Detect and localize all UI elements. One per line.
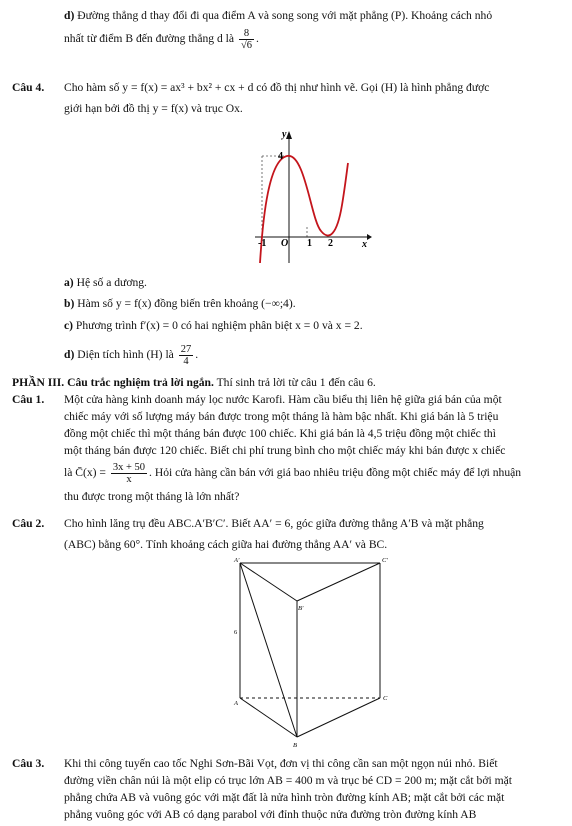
item-text: Đường thẳng d thay đổi đi qua điểm A và song song với mặt phẳng (P). Khoảng cách nhỏ <box>77 9 493 22</box>
part-title: PHẦN III. Câu trắc nghiệm trả lời ngắn. <box>12 376 214 389</box>
question-4-label: Câu 4. <box>12 81 45 94</box>
frac-den: x <box>126 474 132 485</box>
label-a: A <box>234 700 238 707</box>
question-4-stem <box>64 79 564 117</box>
y-label: y <box>282 129 287 140</box>
item-label: d) <box>64 348 75 362</box>
question-1-stem <box>64 391 564 505</box>
dot: . <box>255 32 259 46</box>
prev-item-d <box>64 7 564 51</box>
stem-line: đường viền chân núi là một elip có trục lớn AB = 400 m và trục bé CD = 200 m; mặt cắt bởi mặt <box>64 774 512 787</box>
segment-a1b <box>240 563 297 737</box>
y-axis-arrow <box>286 131 292 139</box>
x-axis-arrow <box>367 234 372 240</box>
item-text: Phương trình f′(x) = 0 có hai nghiệm phân biệt x = 0 và x = 2. <box>75 319 363 332</box>
stem-line: Một cửa hàng kinh doanh máy lọc nước Karofi. Hàm cầu biểu thị liên hệ giữa giá bán của một <box>64 393 502 406</box>
part-3-heading <box>12 374 564 391</box>
question-2-label: Câu 2. <box>12 517 45 530</box>
x-label: x <box>362 239 367 250</box>
question-2-stem <box>64 515 564 553</box>
stem-line: đồng một chiếc thì một tháng bán được 100 chiếc. Khi giá bán là 4,5 triệu đồng một chiếc thì <box>64 427 496 440</box>
cubic-graph <box>245 125 375 265</box>
tick-2: 2 <box>328 238 333 249</box>
stem-line: Khi thi công tuyến cao tốc Nghi Sơn-Bãi Vọt, đơn vị thi công cần san một ngọn núi nhỏ. Biết <box>64 757 498 770</box>
label-b: B <box>293 742 297 749</box>
item-label: c) <box>64 319 74 332</box>
question-3-label: Câu 3. <box>12 757 45 770</box>
question-4-items <box>64 274 564 367</box>
stem-line: (ABC) bằng 60°. Tính khoảng cách giữa hai đường thẳng AA′ và BC. <box>64 538 388 551</box>
item-text: Diện tích hình (H) là <box>77 348 174 362</box>
stem-line: Cho hàm số y = f(x) = ax³ + bx² + cx + d có đồ thị như hình vẽ. Gọi (H) là hình phẳng được <box>64 81 490 94</box>
stem-line: một tháng bán được 120 chiếc. Biết chi phí trung bình cho một chiếc máy khi bán được x chiếc <box>64 444 506 457</box>
edge-bc <box>297 698 380 737</box>
tick-minus-1: -1 <box>258 238 267 249</box>
tick-4: 4 <box>278 151 283 162</box>
frac-den: 4 <box>183 356 189 367</box>
stem-line: thu được trong một tháng là lớn nhất? <box>64 490 240 503</box>
frac-num: 8 <box>239 28 254 40</box>
item-text: nhất từ điểm B đến đường thẳng d là <box>64 32 235 46</box>
question-3-stem <box>64 755 564 823</box>
item-label: b) <box>64 297 75 310</box>
frac-num: 27 <box>180 344 192 355</box>
label-six: 6 <box>234 629 238 636</box>
dot: . <box>195 348 199 362</box>
stem-line: phẳng chứa AB và vuông góc với mặt đất là nửa hình tròn đường kính AB; mặt cắt bởi các mặt <box>64 791 505 804</box>
item-label: d) <box>64 9 75 22</box>
prism-figure <box>225 555 395 750</box>
edge-b1c1 <box>297 563 380 601</box>
item-text: Hàm số y = f(x) đồng biến trên khoảng (−∞;4). <box>77 297 296 310</box>
item-text: Hệ số a dương. <box>76 276 147 289</box>
label-c: C <box>383 695 388 702</box>
stem-line: chiếc máy với số lượng máy bán được trong một tháng là hàm bậc nhất. Khi giá bán là 5 triệu <box>64 410 499 423</box>
stem-text: . Hỏi cửa hàng cần bán với giá bao nhiêu triệu đồng một chiếc máy để lợi nhuận <box>149 466 522 480</box>
frac-num: 3x + 50 <box>112 462 146 473</box>
label-c-prime: C' <box>382 557 388 564</box>
part-instruction: Thí sinh trả lời từ câu 1 đến câu 6. <box>213 376 376 389</box>
stem-line: phẳng vuông góc với AB có dạng parabol với đỉnh thuộc nửa đường tròn đường kính AB <box>64 808 477 821</box>
stem-text: là C̄(x) = <box>64 466 106 480</box>
tick-1: 1 <box>307 238 312 249</box>
edge-ab <box>240 698 297 737</box>
label-a-prime: A' <box>234 557 240 564</box>
fraction <box>239 28 254 51</box>
stem-line: Cho hình lăng trụ đều ABC.A′B′C′. Biết AA′ = 6, góc giữa đường thẳng A′B và mặt phẳng <box>64 517 484 530</box>
curve <box>260 156 348 263</box>
frac-den: √6 <box>240 40 252 51</box>
question-1-label: Câu 1. <box>12 393 45 406</box>
label-b-prime: B' <box>298 605 304 612</box>
stem-line: giới hạn bởi đồ thị y = f(x) và trục Ox. <box>64 102 243 115</box>
fraction <box>111 462 147 485</box>
fraction <box>179 344 194 367</box>
item-label: a) <box>64 276 74 289</box>
edge-a1b1 <box>240 563 297 601</box>
origin-label: O <box>281 238 289 249</box>
